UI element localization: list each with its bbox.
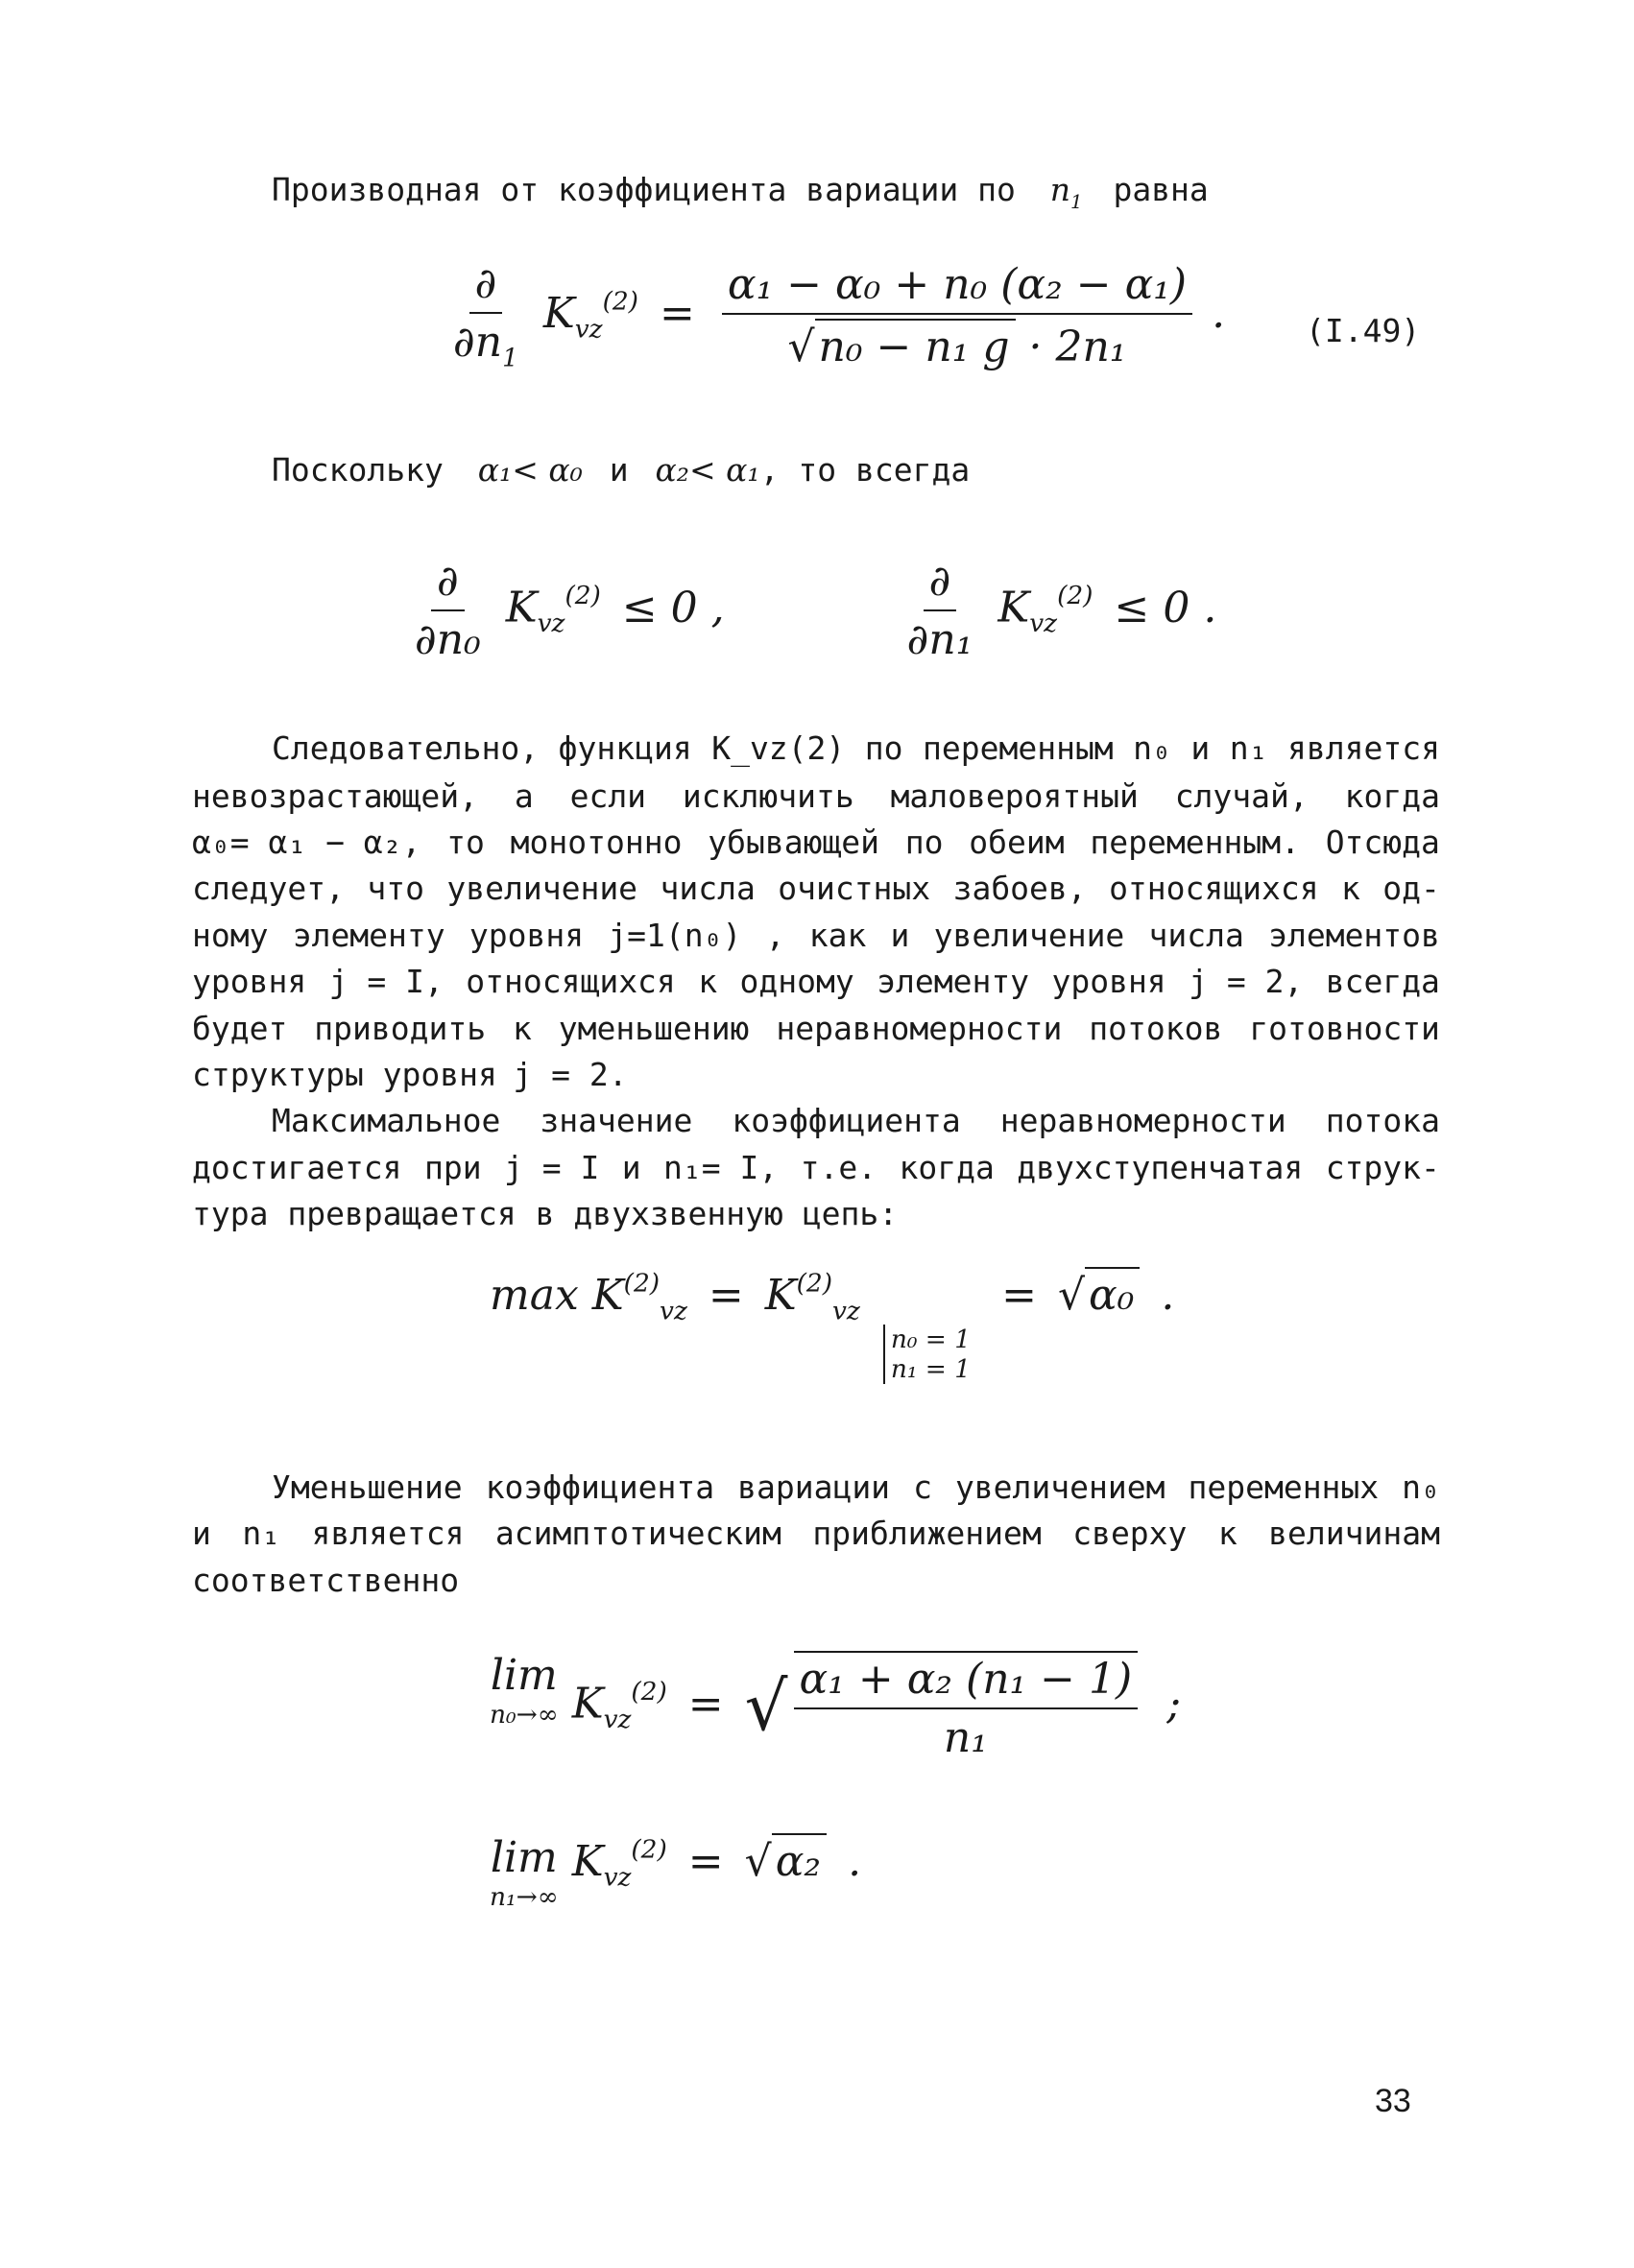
word: приводить bbox=[314, 1010, 487, 1047]
word: вариации bbox=[737, 1468, 891, 1506]
word: величинам bbox=[1268, 1515, 1440, 1552]
word: соответственно bbox=[192, 1562, 460, 1599]
word: функция bbox=[558, 729, 692, 767]
word: очистных bbox=[778, 870, 931, 907]
word: Уменьшение bbox=[272, 1468, 463, 1506]
para2-line3 bbox=[192, 1195, 1440, 1232]
word: по bbox=[864, 729, 903, 767]
word: увеличение bbox=[446, 870, 638, 907]
word: уменьшению bbox=[558, 1010, 750, 1047]
para3-line3 bbox=[192, 1562, 1440, 1599]
word: неравномерности bbox=[999, 1102, 1286, 1139]
word: j = I, bbox=[328, 963, 444, 1000]
word: двухступенчатая bbox=[1017, 1149, 1304, 1186]
word: является bbox=[311, 1515, 465, 1552]
word: j = 2, bbox=[1189, 963, 1304, 1000]
word: как bbox=[808, 917, 867, 954]
para3-line2 bbox=[192, 1515, 1440, 1552]
word: если bbox=[569, 777, 647, 815]
word: готовности bbox=[1249, 1010, 1440, 1047]
word: переменным bbox=[923, 729, 1114, 767]
word: n₀ bbox=[1402, 1468, 1440, 1506]
intro-after: равна bbox=[1113, 171, 1209, 208]
word: уровня bbox=[469, 917, 585, 954]
intro-text: Производная от коэффициента вариации по bbox=[272, 171, 1016, 208]
word: элементу bbox=[292, 917, 445, 954]
word: n₁= I, bbox=[663, 1149, 779, 1186]
word: обеим bbox=[969, 824, 1065, 861]
word: неравномерности bbox=[776, 1010, 1063, 1047]
word: элементу bbox=[877, 963, 1030, 1000]
word: относящихся bbox=[1109, 870, 1319, 907]
word: и bbox=[1190, 729, 1211, 767]
partial-derivative: $\frac{\partial}{\partial n_1}$ bbox=[453, 259, 518, 373]
limit-equation-n1: lim n₁→∞ $K_{vz}^{(2)} = √\alpha_2$ . bbox=[490, 1833, 862, 1912]
word: Максимальное bbox=[272, 1102, 501, 1139]
word: од- bbox=[1382, 870, 1440, 907]
word: числа bbox=[660, 870, 756, 907]
word: Отсюда bbox=[1325, 824, 1440, 861]
word: переменным. bbox=[1090, 824, 1300, 861]
word: j = I bbox=[503, 1149, 600, 1186]
word: K_vz(2) bbox=[711, 729, 846, 767]
word: переменных bbox=[1188, 1468, 1380, 1506]
word: что bbox=[367, 870, 424, 907]
word: Следовательно, bbox=[272, 729, 540, 767]
word: уровня bbox=[1051, 963, 1166, 1000]
word: случай, bbox=[1174, 777, 1309, 815]
equation-i49: $\frac{\partial}{\partial n_1}$ $K_{vz}^{(2)}$ = $\frac{\text{α₁ − α₀ + n₀ (α₂ − α₁)}}{\text{√n₀ − n₁ g · 2n₁}}$ . bbox=[442, 259, 1225, 373]
word: при bbox=[423, 1149, 482, 1186]
word: следует, bbox=[192, 870, 345, 907]
para3-line1 bbox=[272, 1468, 1440, 1506]
main-fraction: $\frac{\text{α₁ − α₀ + n₀ (α₂ − α₁)}}{\text{√n₀ − n₁ g · 2n₁}}$ bbox=[722, 260, 1192, 371]
word: когда bbox=[899, 1149, 995, 1186]
word: к bbox=[1217, 1515, 1238, 1552]
para2-line1 bbox=[272, 1102, 1440, 1139]
word: потока bbox=[1325, 1102, 1440, 1139]
word: будет bbox=[192, 1010, 288, 1047]
limit-equation-n0: lim n₀→∞ $K_{vz}^{(2)}$ = √ $\frac{\text{α₁ + α₂ (n₁ − 1)}}{\text{n₁}}$ ; bbox=[490, 1651, 1182, 1762]
word: значение bbox=[540, 1102, 693, 1139]
page-number: 33 bbox=[1375, 2083, 1411, 2119]
word: исключить bbox=[682, 777, 854, 815]
equation-number: (I.49) bbox=[1306, 312, 1421, 349]
word: когда bbox=[1344, 777, 1440, 815]
word: приближением bbox=[812, 1515, 1042, 1552]
word: , bbox=[765, 917, 785, 954]
word: j=1(n₀) bbox=[608, 917, 742, 954]
var-n1: $n_1$ bbox=[1049, 171, 1083, 213]
word: относящихся bbox=[466, 963, 676, 1000]
word: монотонно bbox=[510, 824, 683, 861]
word: числа bbox=[1148, 917, 1244, 954]
word: и bbox=[890, 917, 910, 954]
word: потоков bbox=[1089, 1010, 1223, 1047]
word: увеличением bbox=[954, 1468, 1165, 1506]
word: n₁ bbox=[1229, 729, 1268, 767]
word: к bbox=[512, 1010, 532, 1047]
para1-line4 bbox=[192, 870, 1440, 907]
word: n₀ bbox=[1133, 729, 1171, 767]
inequalities: $\frac{\partial}{\text{∂n₀}}$ $K_{vz}^{(2)} \le 0$ , $\frac{\partial}{\text{∂n₁}}$ $K_{vz}^{(2)} \le 0$ . bbox=[415, 557, 1217, 664]
intro-line bbox=[272, 171, 1209, 213]
word: тура превращается в двухзвенную цепь: bbox=[192, 1195, 899, 1232]
word: n₁ bbox=[242, 1515, 281, 1552]
word: а bbox=[514, 777, 534, 815]
word: α₀= α₁ − α₂, bbox=[192, 824, 421, 861]
word: достигается bbox=[192, 1149, 402, 1186]
word: т.е. bbox=[800, 1149, 877, 1186]
word: уровня bbox=[192, 963, 307, 1000]
word: невозрастающей, bbox=[192, 777, 479, 815]
word: коэффициента bbox=[732, 1102, 961, 1139]
word: одному bbox=[739, 963, 854, 1000]
max-equation: $\max K^{(2)}_{vz} = K^{(2)}_{vz}$ n₀ = 1 n₁ = 1 = √α₀ . bbox=[490, 1268, 1175, 1384]
word: ному bbox=[192, 917, 269, 954]
word: увеличение bbox=[933, 917, 1125, 954]
word: является bbox=[1287, 729, 1440, 767]
since-line: Поскольку α₁< α₀ и α₂< α₁, то всегда bbox=[272, 451, 971, 489]
word: с bbox=[913, 1468, 932, 1506]
word: и bbox=[621, 1149, 641, 1186]
word: струк- bbox=[1325, 1149, 1440, 1186]
para2-line2 bbox=[192, 1149, 1440, 1186]
word: сверху bbox=[1072, 1515, 1188, 1552]
word: элементов bbox=[1268, 917, 1440, 954]
word: коэффициента bbox=[485, 1468, 715, 1506]
word: то bbox=[446, 824, 485, 861]
word: структуры уровня bbox=[192, 1056, 497, 1093]
para1-line5 bbox=[192, 917, 1440, 954]
word: всегда bbox=[1325, 963, 1440, 1000]
para1-line8 bbox=[192, 1056, 1440, 1093]
para1-line3 bbox=[192, 824, 1440, 861]
word: к bbox=[1341, 870, 1360, 907]
para1-line2 bbox=[192, 777, 1440, 815]
para1-line6 bbox=[192, 963, 1440, 1000]
word: убывающей bbox=[708, 824, 880, 861]
para1-line1 bbox=[272, 729, 1440, 767]
word: и bbox=[192, 1515, 211, 1552]
word: j = 2. bbox=[513, 1056, 628, 1093]
word: асимптотическим bbox=[494, 1515, 781, 1552]
word: к bbox=[698, 963, 718, 1000]
word: по bbox=[904, 824, 944, 861]
para1-line7 bbox=[192, 1010, 1440, 1047]
word: забоев, bbox=[952, 870, 1087, 907]
k-symbol: K bbox=[542, 288, 575, 338]
word: маловероятный bbox=[890, 777, 1139, 815]
